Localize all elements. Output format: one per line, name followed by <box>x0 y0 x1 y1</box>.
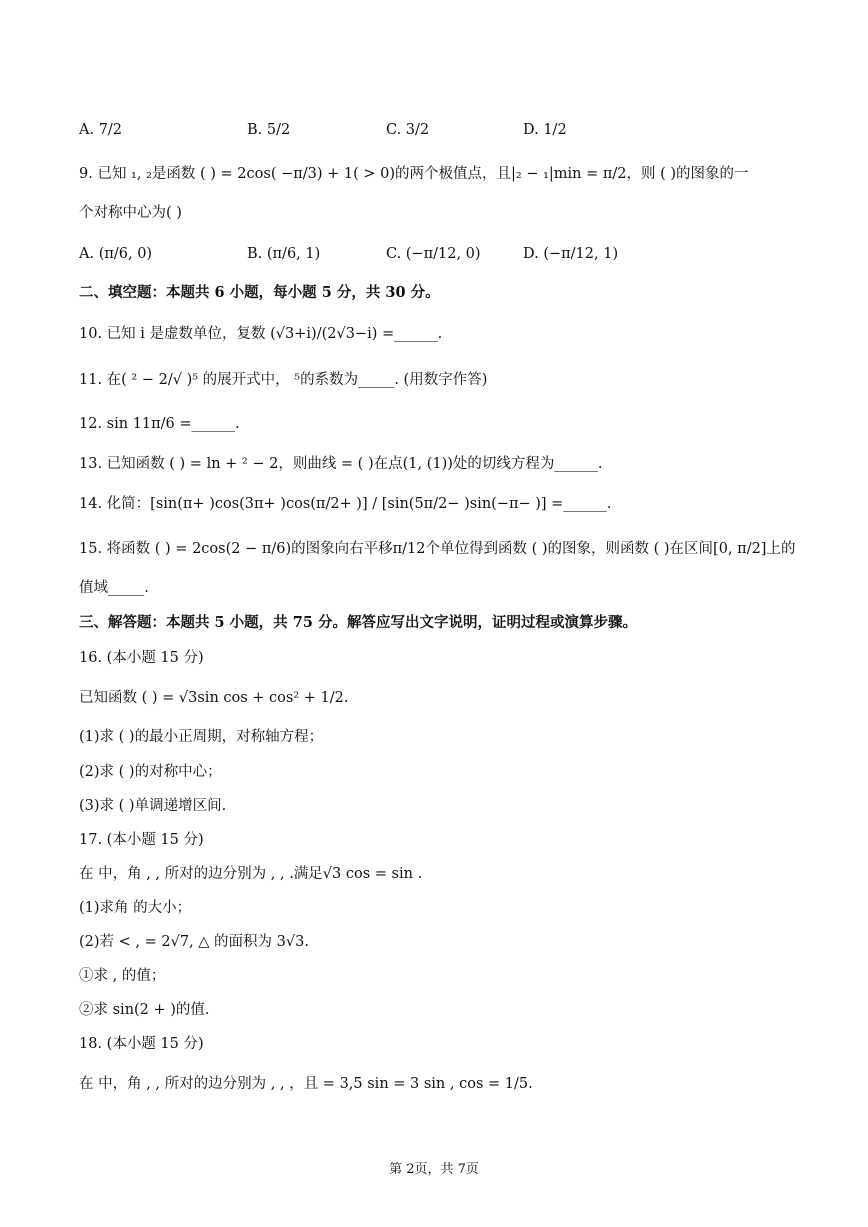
q17-stem: 在 中，角 , , 所对的边分别为 , , .满足√3 cos = sin . <box>79 866 423 882</box>
q16-stem: 已知函数 ( ) = √3sin cos + cos² + 1/2. <box>79 690 349 706</box>
q16-part1: (1)求 ( )的最小正周期，对称轴方程； <box>79 729 324 745</box>
q8-option-a: A. 7/2 <box>79 122 123 138</box>
q8-option-c: C. 3/2 <box>386 122 430 138</box>
q17-part1: (1)求角 的大小； <box>79 900 192 916</box>
q16-part3: (3)求 ( )单调递增区间. <box>79 798 227 814</box>
section3-heading: 三、解答题：本题共 5 小题，共 75 分。解答应写出文字说明，证明过程或演算步骤。 <box>79 614 637 631</box>
q11: 11. 在( ² − 2/√ )⁵ 的展开式中， ⁵的系数为_____. (用数字作答) <box>79 372 488 388</box>
q15-line2: 值域_____. <box>79 580 149 596</box>
q13: 13. 已知函数 ( ) = ln + ² − 2，则曲线 = ( )在点(1, (1))处的切线方程为______. <box>79 456 603 472</box>
q9-option-d: D. (−π/12, 1) <box>523 246 619 262</box>
q17-part2: (2)若 < , = 2√7, △ 的面积为 3√3. <box>79 934 309 950</box>
q9-option-b: B. (π/6, 1) <box>247 246 321 262</box>
q17-header: 17. (本小题 15 分) <box>79 832 204 848</box>
q12: 12. sin 11π/6 =______. <box>79 416 240 432</box>
q15-line1: 15. 将函数 ( ) = 2cos(2 − π/6)的图象向右平移π/12个单位得到函数 ( )的图象，则函数 ( )在区间[0, π/2]上的 <box>79 541 796 557</box>
q17-part3: ①求 , 的值； <box>79 968 166 984</box>
q9-option-c: C. (−π/12, 0) <box>386 246 481 262</box>
q16-header: 16. (本小题 15 分) <box>79 650 204 666</box>
section2-heading: 二、填空题：本题共 6 小题，每小题 5 分，共 30 分。 <box>79 284 440 301</box>
q9-line1: 9. 已知 ₁, ₂是函数 ( ) = 2cos( −π/3) + 1( > 0)的两个极值点，且|₂ − ₁|min = π/2，则 ( )的图象的一 <box>79 166 749 182</box>
q18-header: 18. (本小题 15 分) <box>79 1036 204 1052</box>
q17-part4: ②求 sin(2 + )的值. <box>79 1002 210 1018</box>
q18-stem: 在 中，角 , , 所对的边分别为 , , ，且 = 3,5 sin = 3 sin , cos = 1/5. <box>79 1076 533 1092</box>
q14: 14. 化简：[sin(π+ )cos(3π+ )cos(π/2+ )] / [sin(5π/2− )sin(−π− )] =______. <box>79 496 612 512</box>
q16-part2: (2)求 ( )的对称中心； <box>79 764 222 780</box>
q10: 10. 已知 i 是虚数单位，复数 (√3+i)/(2√3−i) =______. <box>79 326 443 342</box>
q9-line2: 个对称中心为( ) <box>79 205 182 221</box>
q8-option-d: D. 1/2 <box>523 122 567 138</box>
q9-option-a: A. (π/6, 0) <box>79 246 153 262</box>
page-footer: 第 2页，共 7页 <box>389 1162 479 1177</box>
q8-option-b: B. 5/2 <box>247 122 291 138</box>
